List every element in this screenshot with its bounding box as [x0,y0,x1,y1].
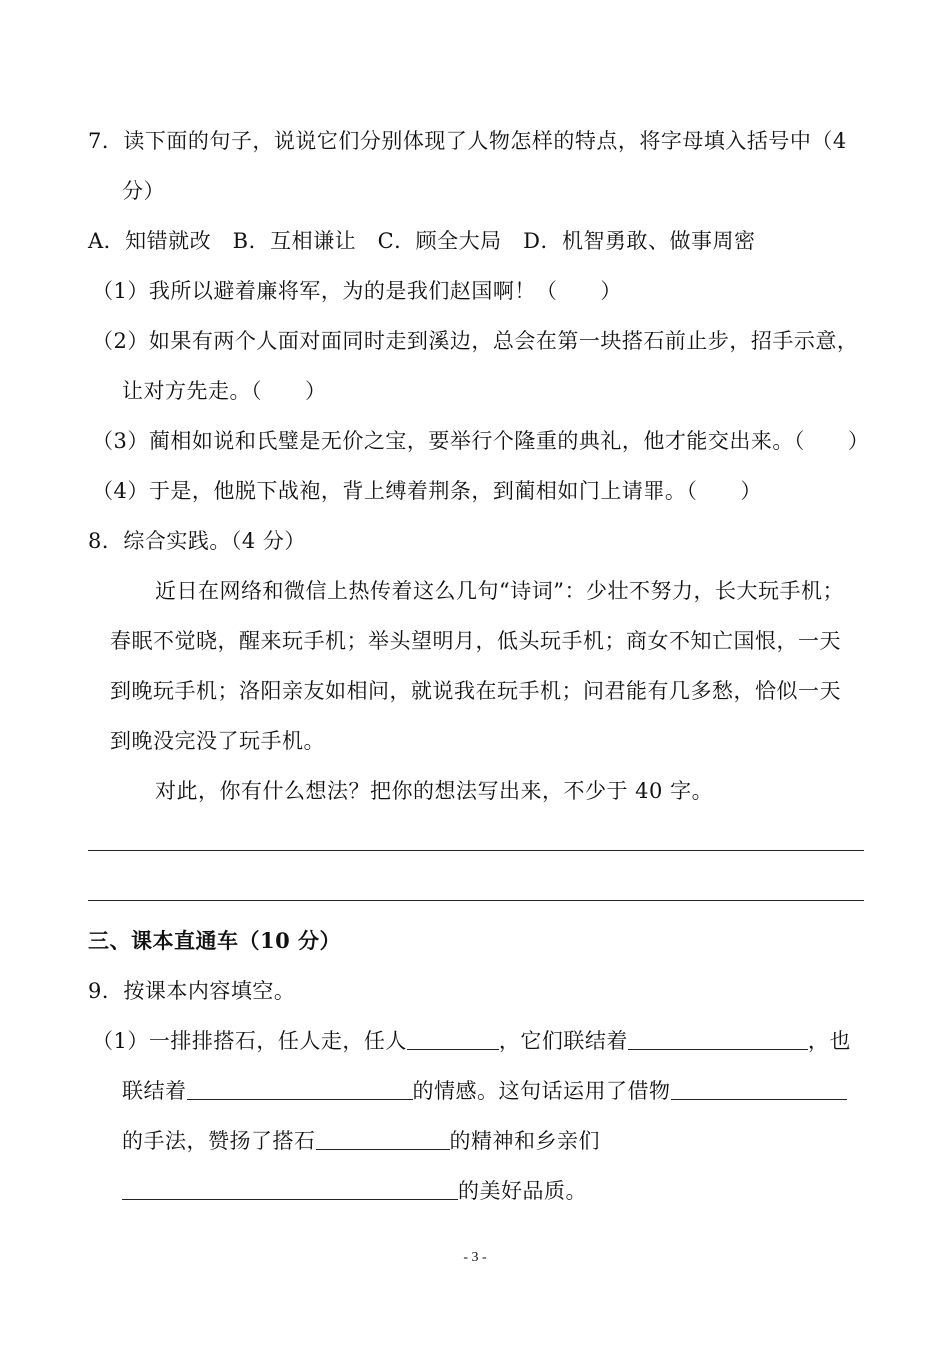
q7-sentence-1: （1）我所以避着廉将军，为的是我们赵国啊！（ ） [92,279,622,303]
q9-1-line4 [122,1178,587,1204]
q7-options: A．知错就改 B．互相谦让 C．顾全大局 D．机智勇敢、做事周密 [88,229,756,253]
q7-sentence-3: （3）蔺相如说和氏璧是无价之宝，要举行个隆重的典礼，他才能交出来。（ ） [92,429,870,453]
blank-5[interactable] [316,1129,450,1150]
q9-1-text-b: ，它们联结着 [498,1029,628,1053]
q8-paragraph-line1: 近日在网络和微信上热传着这么几句“诗词”：少壮不努力，长大玩手机； [155,579,844,603]
q7-line1: 7．读下面的句子，说说它们分别体现了人物怎样的特点，将字母填入括号中（4 [88,129,847,153]
blank-2[interactable] [628,1029,808,1050]
q9-title: 9．按课本内容填空。 [88,979,296,1003]
q9-1-line3 [122,1128,600,1154]
q9-1-line1 [92,1028,851,1054]
q8-paragraph-line4: 到晚没完没了玩手机。 [110,729,325,753]
q7-sentence-2b: 让对方先走。（ ） [122,379,327,403]
q9-1-line2 [122,1078,847,1104]
q9-3-text-b: 的精神和乡亲们 [449,1129,600,1153]
q8-prompt: 对此，你有什么想法？把你的想法写出来，不少于 40 字。 [155,779,714,803]
blank-6[interactable] [122,1179,458,1200]
blank-3[interactable] [187,1079,413,1100]
q8-paragraph-line2: 春眠不觉晓，醒来玩手机；举头望明月，低头玩手机；商女不知亡国恨，一天 [110,629,841,653]
blank-4[interactable] [671,1079,847,1100]
blank-1[interactable] [407,1029,499,1050]
q8-paragraph-line3: 到晚玩手机；洛阳亲友如相问，就说我在玩手机；问君能有几多愁，恰似一天 [110,679,841,703]
q9-2-text-a: 联结着 [122,1079,187,1103]
q8-answer-line-1[interactable] [88,850,864,851]
q7-line2: 分） [122,179,165,203]
q9-1-text-c: ，也 [807,1029,851,1053]
q7-sentence-4: （4）于是，他脱下战袍，背上缚着荆条，到蔺相如门上请罪。（ ） [92,479,762,503]
q9-4-text-b: 的美好品质。 [458,1179,587,1203]
q9-3-text-a: 的手法，赞扬了搭石 [122,1129,316,1153]
q9-2-text-b: 的情感。这句话运用了借物 [412,1079,671,1103]
q8-title: 8．综合实践。（4 分） [88,529,306,553]
q8-answer-line-2[interactable] [88,900,864,901]
q7-sentence-2a: （2）如果有两个人面对面同时走到溪边，总会在第一块搭石前止步，招手示意， [92,329,859,353]
q9-1-text-a: （1）一排排搭石，任人走，任人 [92,1029,407,1053]
page-number: - 3 - [463,1250,487,1265]
section3-title: 三、课本直通车（10 分） [88,928,342,953]
